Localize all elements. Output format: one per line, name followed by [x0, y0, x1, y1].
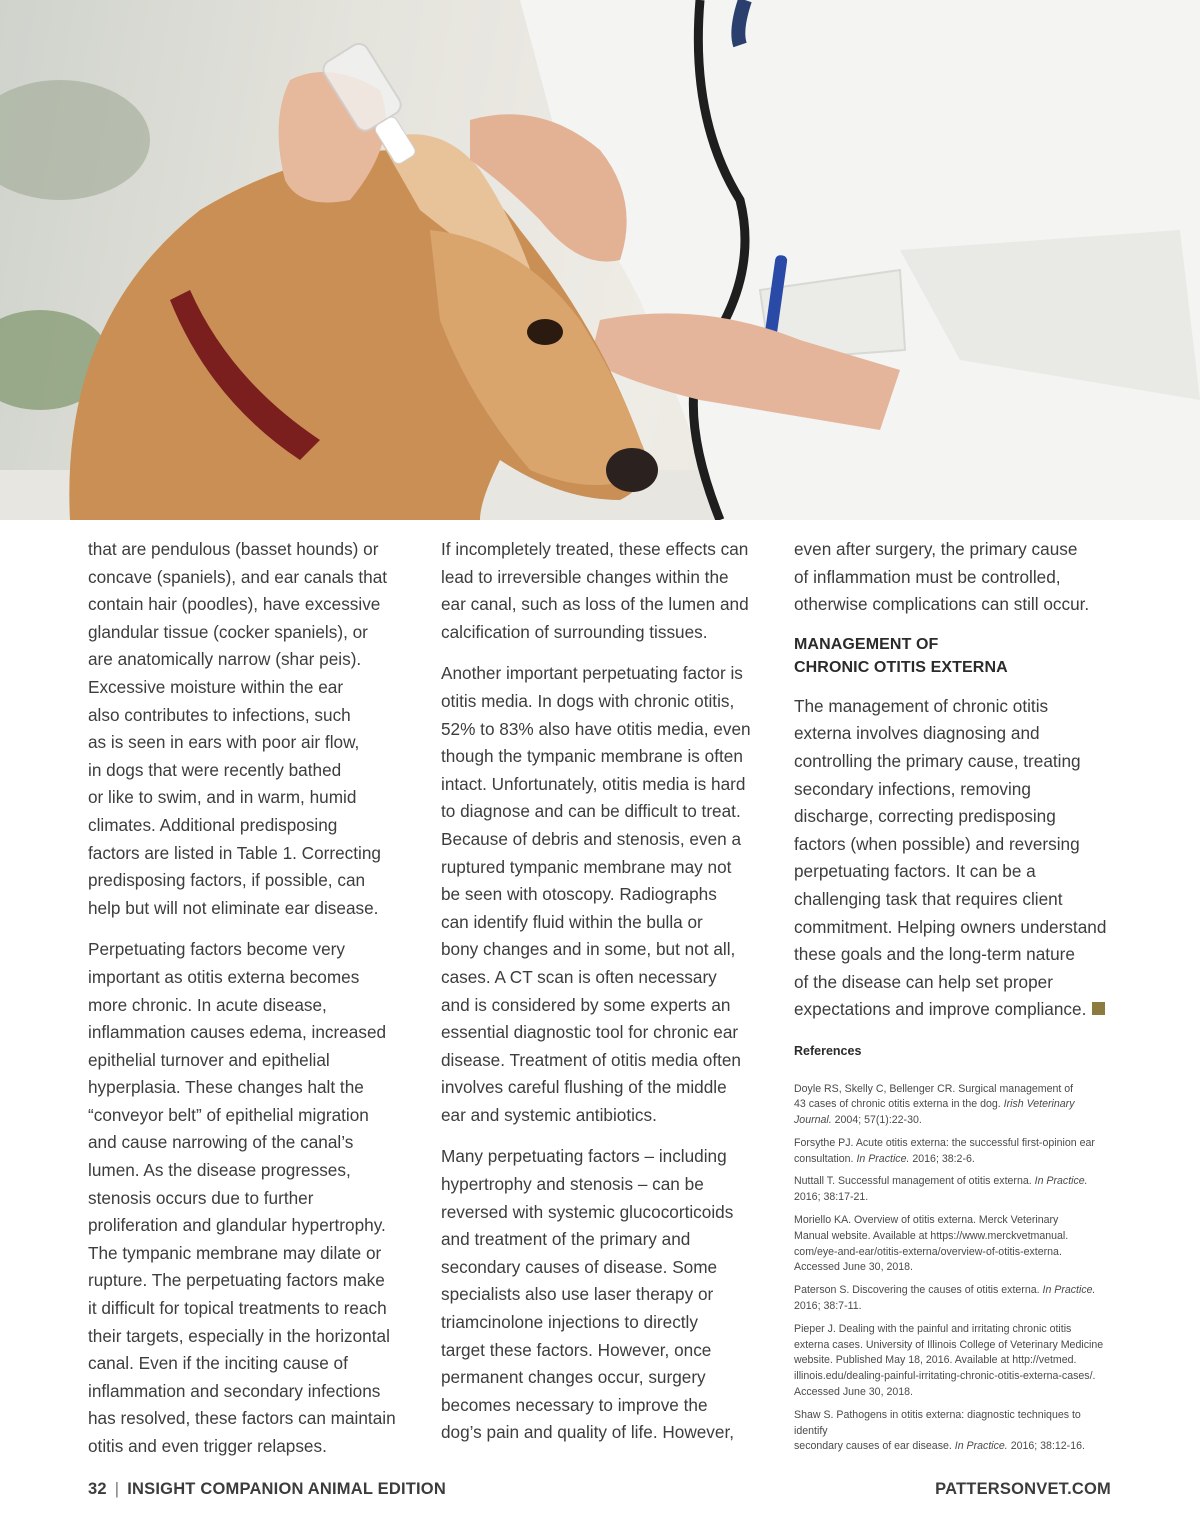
- body-paragraph: [794, 693, 1116, 1024]
- body-paragraph: Many perpetuating factors – including hypertrophy and stenosis – can be reversed with systemic glucocorticoids and treatment of the primary and secondary causes of disease. Some specialists also use laser therapy or triamcinolone injections to directly target these factors. However, once permanent changes occur, surgery becomes necessary to improve the dog’s pain and quality of life. However,: [441, 1146, 735, 1443]
- references-heading: References: [794, 1043, 862, 1058]
- reference-text: Doyle RS, Skelly C, Bellenger CR. Surgical management of 43 cases of chronic otitis externa in the dog.: [794, 1082, 1074, 1111]
- hero-photo: [0, 0, 1200, 520]
- reference-journal: In Practice.: [954, 1440, 1008, 1453]
- reference-item: [794, 1322, 1116, 1401]
- reference-text: Forsythe PJ. Acute otitis externa: the successful first-opinion ear consultation.: [794, 1136, 1095, 1165]
- body-paragraph: Perpetuating factors become very important as otitis externa becomes more chronic. In acute disease, inflammation causes edema, increased epithelial turnover and epithelial hyperplasia. These changes halt the “conveyor belt” of epithelial migration and cause narrowing of the canal’s lumen. As the disease progresses, stenosis occurs due to further proliferation and glandular hypertrophy. The tympanic membrane may dilate or rupture. The perpetuating factors make it difficult for topical treatments to reach their targets, especially in the horizontal canal. Even if the inciting cause of inflammation and secondary infections has resolved, these factors can maintain otitis and even trigger relapses.: [88, 939, 396, 1456]
- footer-publication: [88, 1480, 446, 1499]
- reference-text: Moriello KA. Overview of otitis externa. Merck Veterinary Manual website. Available at https://www.merckvetmanual. com/eye-and-ear/otitis-externa/overview-of-otitis-externa. Accessed June 30, 2018.: [794, 1214, 1069, 1274]
- footer-separator: |: [114, 1480, 120, 1498]
- reference-journal: In Practice.: [1042, 1284, 1096, 1297]
- reference-citation: 2016; 38:7-11.: [794, 1300, 862, 1313]
- body-paragraph: even after surgery, the primary cause of inflammation must be controlled, otherwise complications can still occur.: [794, 539, 1090, 615]
- reference-item: [794, 1174, 1116, 1206]
- end-of-article-mark: [1092, 1002, 1105, 1015]
- reference-item: [794, 1283, 1116, 1315]
- reference-item: [794, 1136, 1116, 1168]
- reference-journal: In Practice.: [1034, 1175, 1088, 1188]
- reference-text: Pieper J. Dealing with the painful and irritating chronic otitis externa cases. University of Illinois College of Veterinary Medicine website. Published May 18, 2016. Available at http://vetmed. illinois.edu/dealing-painful-irritating-chronic-otitis-externa-cases/. Accessed June 30, 2018.: [794, 1322, 1104, 1399]
- publication-name: INSIGHT COMPANION ANIMAL EDITION: [127, 1480, 446, 1498]
- reference-text: Shaw S. Pathogens in otitis externa: diagnostic techniques to identify secondary causes of ear disease.: [794, 1408, 1081, 1453]
- references-list: [794, 1082, 1116, 1456]
- article-column-3: [794, 536, 1116, 1462]
- article-column-1: [88, 536, 410, 1475]
- body-paragraph: Another important perpetuating factor is otitis media. In dogs with chronic otitis, 52% to 83% also have otitis media, even though the tympanic membrane is often intact. Unfortunately, otitis media is hard to diagnose and can be difficult to treat. Because of debris and stenosis, even a ruptured tympanic membrane may not be seen with otoscopy. Radiographs can identify fluid within the bulla or bony changes and in some, but not all, cases. A CT scan is often necessary and is considered by some experts an essential diagnostic tool for chronic ear disease. Treatment of otitis media often involves careful flushing of the middle ear and systemic antibiotics.: [441, 663, 751, 1125]
- reference-item: [794, 1082, 1116, 1129]
- reference-item: [794, 1213, 1116, 1276]
- section-body-text: The management of chronic otitis externa involves diagnosing and controlling the primary cause, treating secondary infections, removing discharge, correcting predisposing factors (when possible) and reversing perpetuating factors. It can be a challenging task that requires client commitment. Helping owners understand these goals and the long-term nature of the disease can help set proper expectations and improve compliance.: [794, 695, 1107, 1020]
- reference-journal: In Practice.: [856, 1152, 910, 1165]
- reference-citation: 2016; 38:17-21.: [794, 1191, 869, 1204]
- page-number: 32: [88, 1480, 107, 1498]
- section-heading: MANAGEMENT OF CHRONIC OTITIS EXTERNA: [794, 635, 1008, 676]
- reference-citation: 2016; 38:12-16.: [1007, 1440, 1085, 1453]
- reference-citation: 2016; 38:2-6.: [909, 1152, 975, 1165]
- dog-ear-drops-illustration: [0, 0, 1200, 520]
- reference-item: [794, 1408, 1116, 1455]
- reference-journal: Irish Veterinary Journal.: [794, 1098, 1075, 1127]
- article-column-2: [441, 536, 763, 1461]
- body-paragraph: If incompletely treated, these effects can lead to irreversible changes within the ear canal, such as loss of the lumen and calcification of surrounding tissues.: [441, 539, 749, 642]
- reference-citation: 2004; 57(1):22-30.: [831, 1114, 922, 1127]
- body-paragraph: that are pendulous (basset hounds) or concave (spaniels), and ear canals that contain hair (poodles), have excessive glandular tissue (cocker spaniels), or are anatomically narrow (shar peis). Excessive moisture within the ear also contributes to infections, such as is seen in ears with poor air flow, in dogs that were recently bathed or like to swim, and in warm, humid climates. Additional predisposing factors are listed in Table 1. Correcting predisposing factors, if possible, can help but will not eliminate ear disease.: [88, 539, 388, 918]
- footer-website[interactable]: PATTERSONVET.COM: [935, 1480, 1111, 1498]
- reference-text: Nuttall T. Successful management of otitis externa.: [794, 1175, 1035, 1188]
- reference-text: Paterson S. Discovering the causes of otitis externa.: [794, 1284, 1043, 1297]
